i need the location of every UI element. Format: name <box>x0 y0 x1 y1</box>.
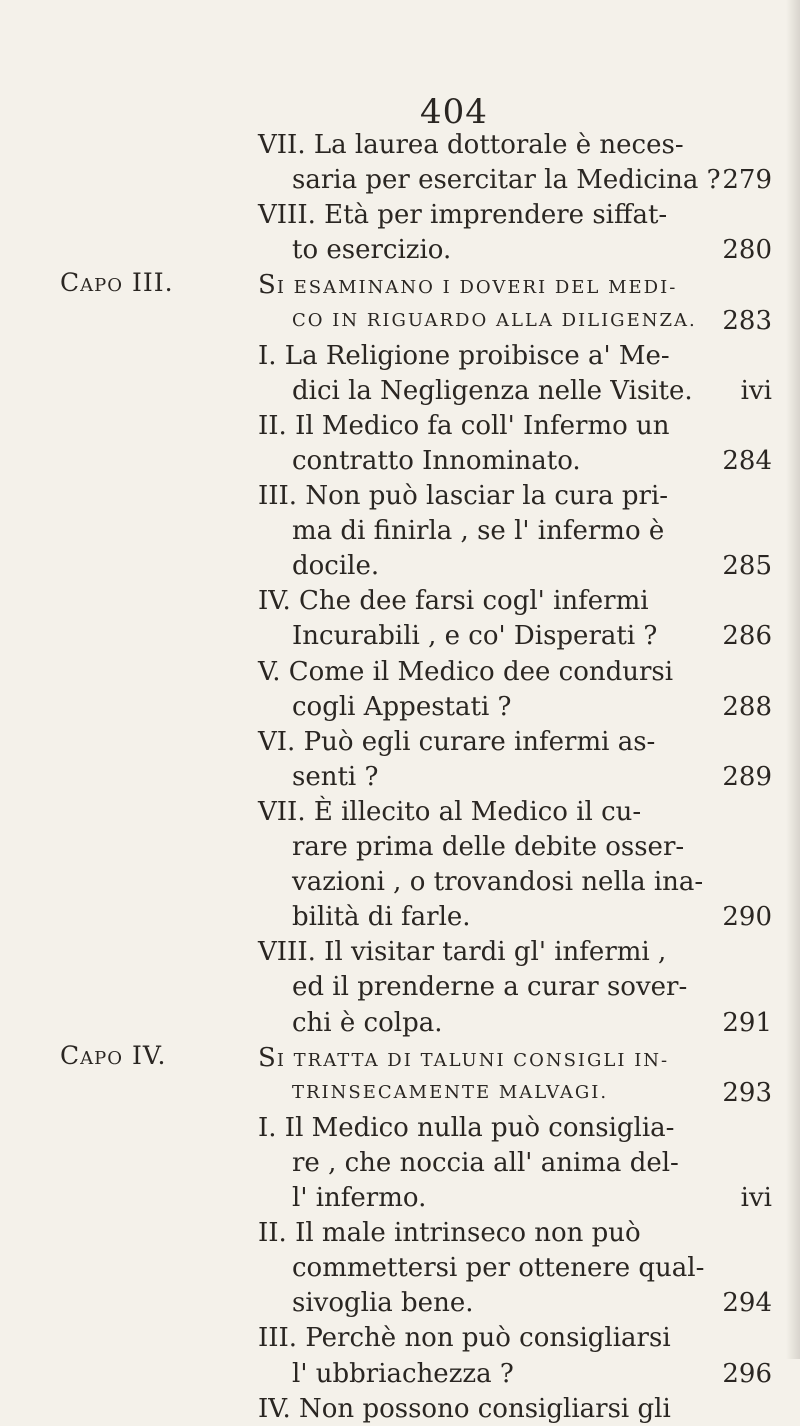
heading-text: I ESAMINANO I DOVERI DEL MEDI- <box>276 277 678 299</box>
toc-entry-line: vazioni , o trovandosi nella ina- <box>292 867 704 898</box>
toc-entry-line: IV. Che dee farsi cogl' infermi <box>258 586 649 617</box>
toc-entry-line: contratto Innominato. <box>292 445 581 476</box>
toc-entry-line: l' ubbriachezza ? <box>292 1358 514 1389</box>
toc-entry-line: senti ? <box>292 761 379 792</box>
chapter-label: Capo III. <box>60 268 174 298</box>
toc-entry-line: saria per esercitar la Medicina ? <box>292 165 721 196</box>
toc-entry-line: chi è colpa. <box>292 1007 443 1038</box>
heading-text: I TRATTA DI TALUNI CONSIGLI IN- <box>276 1049 670 1071</box>
heading-text: TRINSECAMENTE MALVAGI. <box>292 1081 609 1103</box>
chapter-heading-line <box>258 268 677 305</box>
page-reference: 294 <box>722 1288 772 1319</box>
chapter-heading-line <box>292 1076 608 1110</box>
page-reference: 290 <box>722 902 772 933</box>
chapter-label: Capo IV. <box>60 1040 167 1070</box>
toc-entry-line: bilità di farle. <box>292 902 471 933</box>
page-reference: 279 <box>722 165 772 196</box>
toc-entry-line: I. Il Medico nulla può consiglia- <box>258 1112 675 1143</box>
page-reference: 280 <box>722 235 772 266</box>
page-reference: 291 <box>722 1007 772 1038</box>
page-reference: 296 <box>722 1358 772 1389</box>
toc-entry-line: I. La Religione proibisce a' Me- <box>258 340 670 371</box>
toc-entry-line: dici la Negligenza nelle Visite. <box>292 375 693 406</box>
page-edge-shadow <box>786 0 800 1359</box>
toc-entry-line: re , che noccia all' anima del- <box>292 1147 679 1178</box>
toc-entry-line: commettersi per ottenere qual- <box>292 1253 705 1284</box>
page-reference: ivi <box>740 375 772 406</box>
toc-entry-line: docile. <box>292 551 380 582</box>
toc-entry-line: sivoglia bene. <box>292 1288 474 1319</box>
page-reference: ivi <box>740 1183 772 1213</box>
toc-entry-line: II. Il Medico fa coll' Infermo un <box>258 410 670 441</box>
toc-entry-line: l' infermo. <box>292 1183 427 1213</box>
chapter-heading-line <box>292 304 697 338</box>
toc-entry-line: IV. Non possono consigliarsi gli <box>258 1393 671 1424</box>
page-number: 404 <box>420 92 488 132</box>
page-reference: 289 <box>722 761 772 792</box>
page-reference: 284 <box>722 445 772 476</box>
page-reference: 283 <box>722 305 772 336</box>
toc-entry-line: Incurabili , e co' Disperati ? <box>292 621 658 652</box>
page-reference: 288 <box>722 691 772 722</box>
toc-entry-line: VIII. Il visitar tardi gl' infermi , <box>258 937 667 968</box>
initial-capital: S <box>258 270 277 301</box>
toc-entry-line: rare prima delle debite osser- <box>292 832 685 862</box>
heading-text: CO IN RIGUARDO ALLA DILIGENZA. <box>292 309 697 331</box>
chapter-heading-line <box>258 1041 669 1078</box>
toc-entry-line: ed il prenderne a curar sover- <box>292 972 688 1003</box>
toc-entry-line: V. Come il Medico dee condursi <box>258 656 674 687</box>
toc-entry-line: cogli Appestati ? <box>292 691 512 722</box>
toc-entry-line: VII. La laurea dottorale è neces- <box>258 130 684 160</box>
toc-entry-line: VIII. Età per imprendere siffat- <box>258 200 668 231</box>
toc-entry-line: III. Perchè non può consigliarsi <box>258 1323 671 1354</box>
page-reference: 293 <box>722 1077 772 1108</box>
toc-entry-line: ma di finirla , se l' infermo è <box>292 516 665 547</box>
toc-entry-line: II. Il male intrinseco non può <box>258 1218 641 1249</box>
toc-entry-line: VII. È illecito al Medico il cu- <box>258 796 642 827</box>
initial-capital: S <box>258 1042 277 1073</box>
toc-entry-line: III. Non può lasciar la cura pri- <box>258 481 669 511</box>
page-reference: 285 <box>722 551 772 582</box>
toc-entry-line: to esercizio. <box>292 235 452 266</box>
page-reference: 286 <box>722 621 772 652</box>
toc-entry-line: VI. Può egli curare infermi as- <box>258 726 656 757</box>
